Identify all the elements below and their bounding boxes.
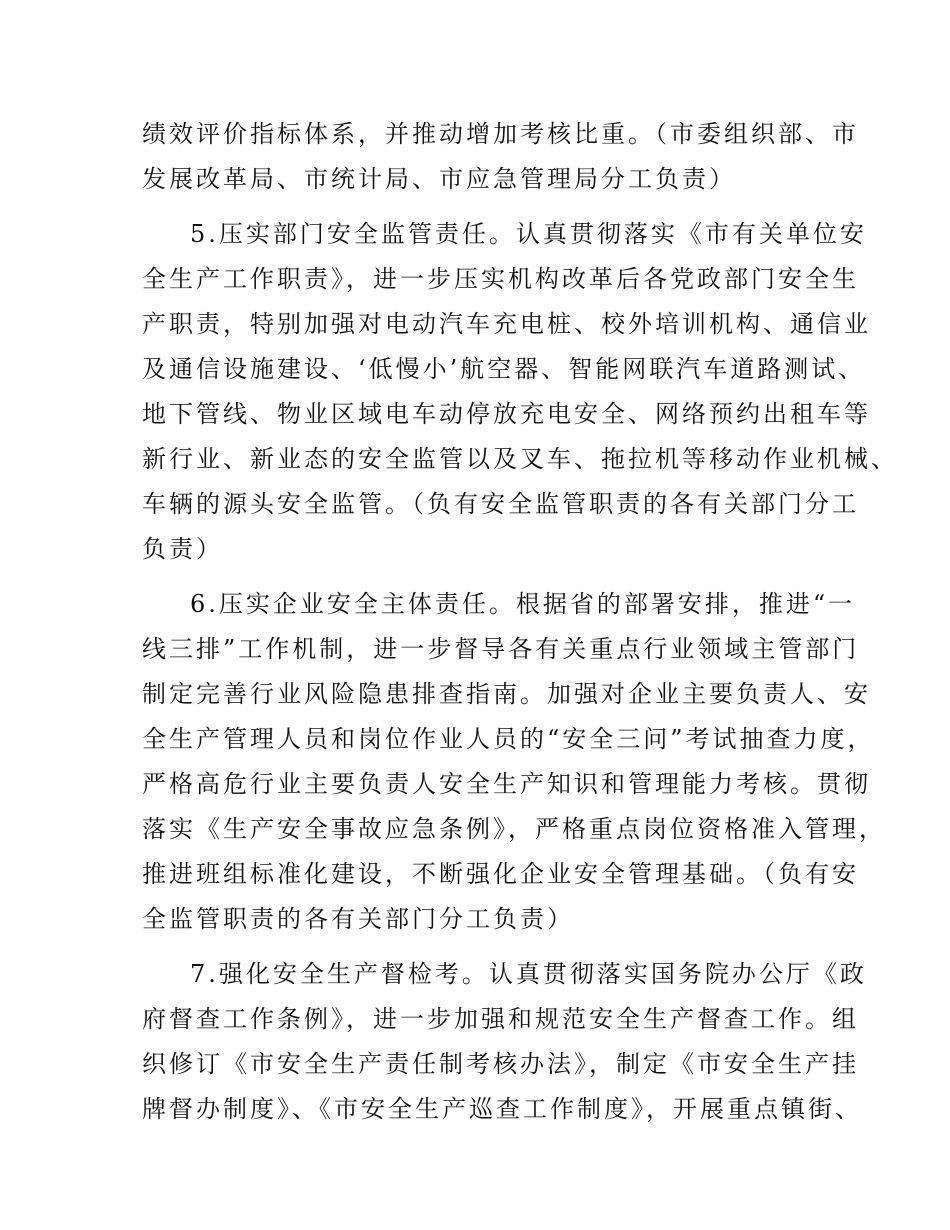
text-line: 及通信设施建设、‘低慢小’航空器、智能网联汽车道路测试、 <box>142 355 866 383</box>
text-line: 绩效评价指标体系，并推动增加考核比重。（市委组织部、市 <box>142 120 859 148</box>
paragraph-performance-evaluation <box>142 112 859 202</box>
text-line: 7.强化安全生产督检考。认真贯彻落实国务院办公厅《政 <box>190 960 867 988</box>
text-line: 落实《生产安全事故应急条例》，严格重点岗位资格准入管理， <box>142 815 886 843</box>
text-line: 推进班组标准化建设，不断强化企业安全管理基础。（负有安 <box>142 860 859 888</box>
document-body <box>142 112 898 1132</box>
paragraph-item-5 <box>142 212 898 572</box>
text-line: 制定完善行业风险隐患排查指南。加强对企业主要负责人、安 <box>142 680 871 708</box>
text-line: 5.压实部门安全监管责任。认真贯彻落实《市有关单位安 <box>190 220 867 248</box>
text-line: 织修订《市安全生产责任制考核办法》，制定《市安全生产挂 <box>142 1050 859 1078</box>
text-line: 牌督办制度》、《市安全生产巡查工作制度》，开展重点镇街、 <box>142 1095 862 1123</box>
text-line: 线三排”工作机制，进一步督导各有关重点行业领域主管部门 <box>142 635 860 663</box>
text-line: 严格高危行业主要负责人安全生产知识和管理能力考核。贯彻 <box>142 770 871 798</box>
text-line: 府督查工作条例》，进一步加强和规范安全生产督查工作。组 <box>142 1005 859 1033</box>
text-line: 地下管线、物业区域电车动停放充电安全、网络预约出租车等 <box>142 400 871 428</box>
text-line: 产职责，特别加强对电动汽车充电桩、校外培训机构、通信业 <box>142 310 871 338</box>
text-line: 全生产工作职责》，进一步压实机构改革后各党政部门安全生 <box>142 265 859 293</box>
text-line: 全生产管理人员和岗位作业人员的“安全三问”考试抽查力度， <box>142 725 875 753</box>
text-line: 全监管职责的各有关部门分工负责） <box>142 905 574 933</box>
text-line: 发展改革局、市统计局、市应急管理局分工负责） <box>142 165 736 193</box>
text-line: 6.压实企业安全主体责任。根据省的部署安排，推进“一 <box>190 590 856 618</box>
text-line: 新行业、新业态的安全监管以及叉车、拖拉机等移动作业机械、 <box>142 445 898 473</box>
paragraph-item-6 <box>142 582 886 942</box>
text-line: 负责） <box>142 535 223 563</box>
text-line: 车辆的源头安全监管。（负有安全监管职责的各有关部门分工 <box>142 490 859 518</box>
paragraph-item-7 <box>142 952 867 1132</box>
